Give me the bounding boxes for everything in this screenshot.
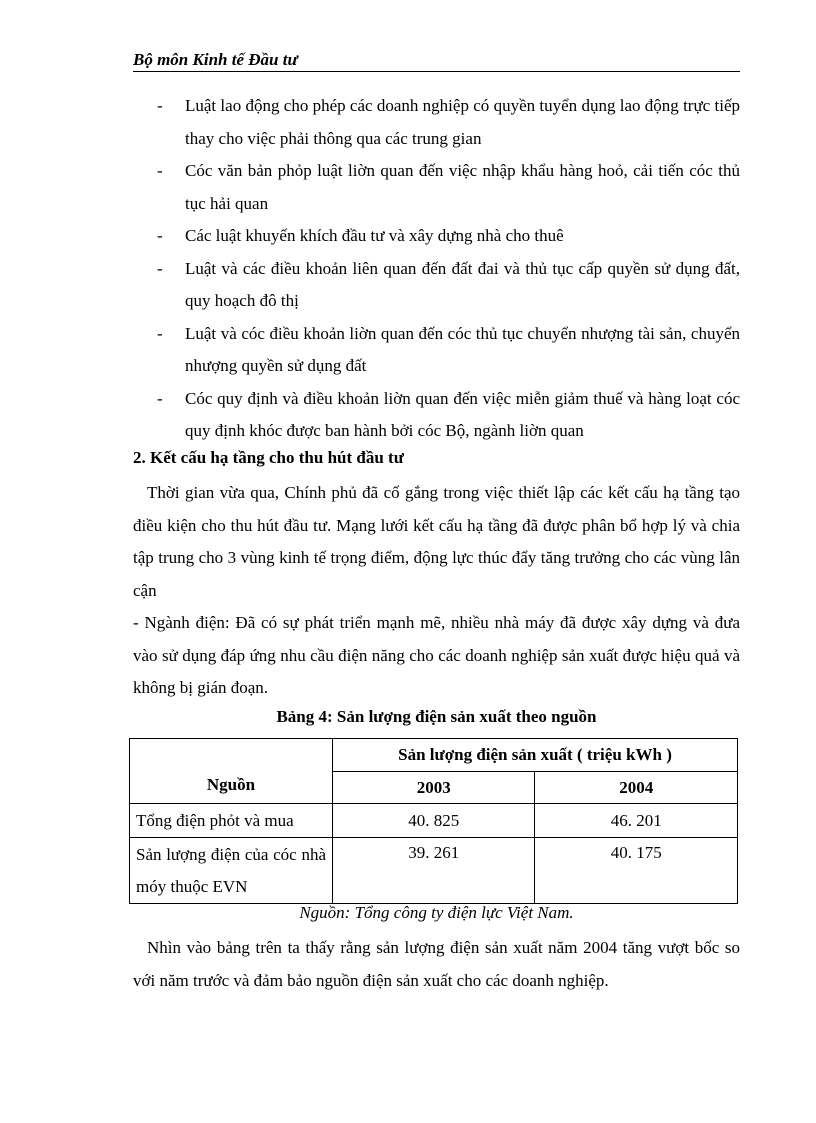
table-row: [130, 838, 738, 904]
year-header-2004: 2004: [535, 772, 738, 804]
row-label: Sản lượng điện của cóc nhà móy thuộc EVN: [130, 838, 333, 904]
list-item: [133, 318, 740, 383]
year-header-2003: 2003: [333, 772, 535, 804]
row-label: Tổng điện phỏt và mua: [130, 804, 333, 838]
list-item-text: Luật lao động cho phép các doanh nghiệp có quyền tuyển dụng lao động trực tiếp thay cho việc phải thông qua các trung gian: [185, 96, 740, 148]
bullet-dash: -: [157, 226, 163, 245]
page-header-title: Bộ môn Kinh tế Đầu tư: [133, 50, 298, 69]
list-item-text: Cóc văn bản phỏp luật liờn quan đến việc nhập khẩu hàng hoỏ, cải tiến cóc thủ tục hải quan: [185, 161, 740, 213]
list-item-text: Luật và cóc điều khoản liờn quan đến cóc thủ tục chuyển nhượng tài sản, chuyển nhượng quyền sử dụng đất: [185, 323, 740, 375]
value-2004: 40. 175: [535, 838, 738, 904]
list-item-text: Các luật khuyến khích đầu tư và xây dựng nhà cho thuê: [185, 226, 564, 245]
table-source-note: Nguồn: Tổng công ty điện lực Việt Nam.: [299, 903, 574, 922]
table-caption: Bảng 4: Sản lượng điện sản xuất theo nguồn: [276, 707, 597, 726]
conclusion-paragraph: Nhìn vào bảng trên ta thấy rằng sản lượng điện sản xuất năm 2004 tăng vượt bốc so với năm trước và đảm bảo nguồn điện sản xuất cho các doanh nghiệp.: [133, 938, 740, 990]
list-item: [133, 383, 740, 448]
regulation-list: [133, 90, 740, 448]
electricity-paragraph: - Ngành điện: Đã có sự phát triển mạnh mẽ, nhiều nhà máy đã được xây dựng và đưa vào sử dụng đáp ứng nhu cầu điện năng cho các doanh nghiệp sản xuất được hiệu quả và không bị gián đoạn.: [133, 613, 740, 697]
list-item-text: Cóc quy định và điều khoản liờn quan đến việc miễn giảm thuế và hàng loạt cóc quy định khóc được ban hành bởi cóc Bộ, ngành liờn quan: [185, 388, 740, 440]
value-2003: 39. 261: [333, 838, 535, 904]
table-header-row: [130, 739, 738, 772]
source-column-header: Nguồn: [130, 739, 333, 804]
list-item: [133, 90, 740, 155]
header-divider: [133, 71, 740, 72]
list-item: [133, 253, 740, 318]
intro-paragraph: Thời gian vừa qua, Chính phủ đã cố gắng trong việc thiết lập các kết cấu hạ tầng tạo điều kiện cho thu hút đầu tư. Mạng lưới kết cấu hạ tầng đã được phân bổ hợp lý và chia tập trung cho 3 vùng kinh tế trọng điểm, động lực thúc đẩy tăng trưởng cho các vùng lân cận: [133, 483, 740, 600]
bullet-dash: -: [157, 258, 163, 278]
bullet-dash: -: [157, 323, 163, 343]
value-2004: 46. 201: [535, 804, 738, 838]
table-row: [130, 804, 738, 838]
list-item: [133, 155, 740, 220]
bullet-dash: -: [157, 388, 163, 408]
value-2003: 40. 825: [333, 804, 535, 838]
bullet-dash: -: [157, 161, 163, 180]
electricity-output-table: [129, 738, 738, 904]
list-item: [133, 220, 740, 253]
list-item-text: Luật và các điều khoản liên quan đến đất đai và thủ tục cấp quyền sử dụng đất, quy hoạch đô thị: [185, 258, 740, 310]
section-heading: 2. Kết cấu hạ tầng cho thu hút đầu tư: [133, 448, 404, 467]
bullet-dash: -: [157, 96, 163, 115]
output-group-header: Sản lượng điện sản xuất ( triệu kWh ): [333, 739, 738, 772]
